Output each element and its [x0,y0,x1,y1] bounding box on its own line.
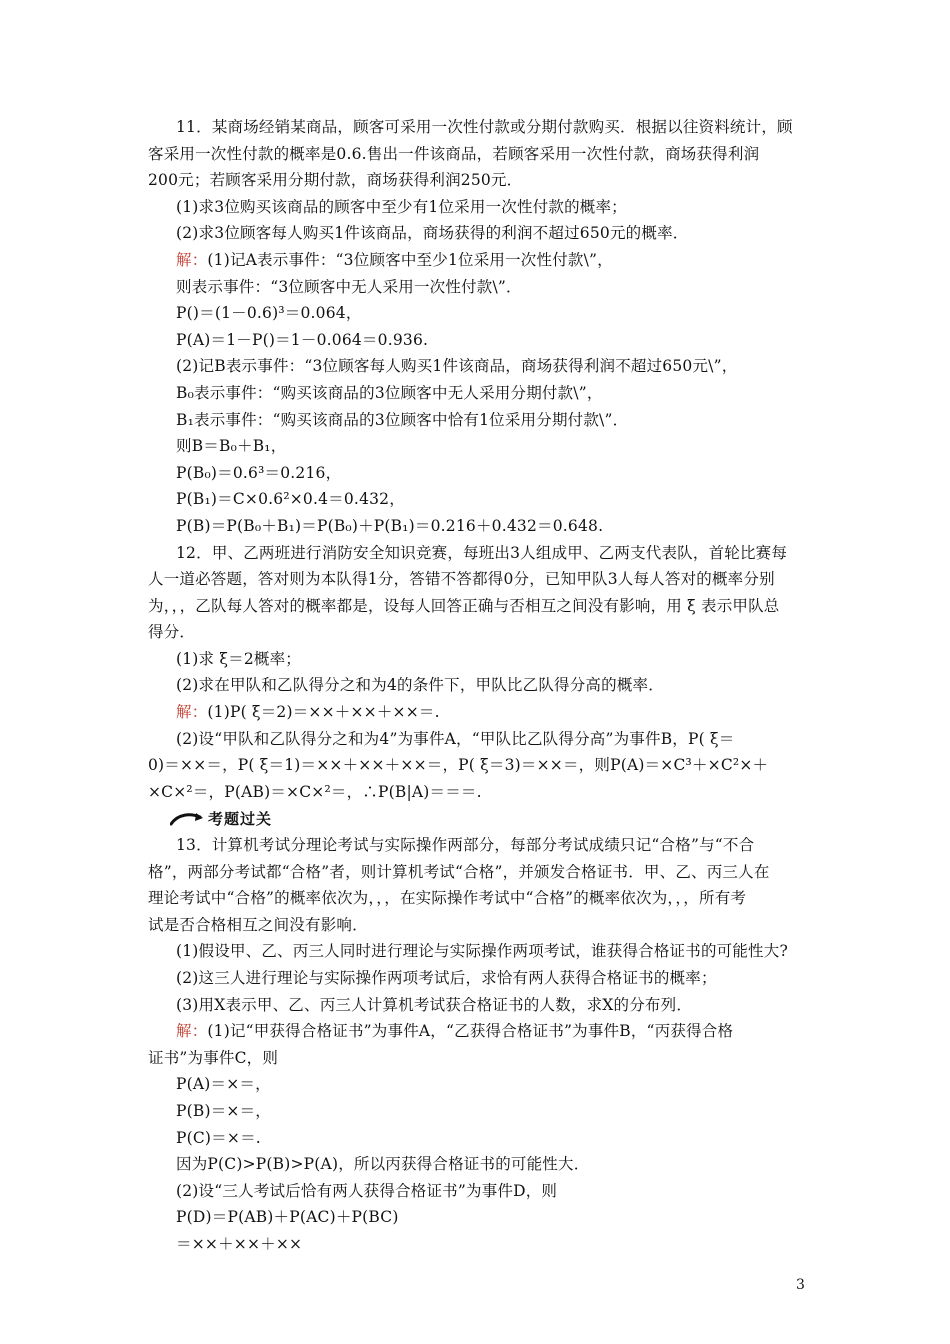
text-line: (1)求 ξ＝2概率； [176,649,301,668]
formula-line: P(B₀)＝0.6³＝0.216， [176,463,342,482]
text-line: (2)这三人进行理论与实际操作两项考试后，求恰有两人获得合格证书的概率； [176,969,717,987]
solution-label: 解： [176,250,208,269]
text-line: (2)求在甲队和乙队得分之和为4的条件下，甲队比乙队得分高的概率． [176,676,664,695]
solution-line: 解：(1)记A表示事件：“3位顾客中至少1位采用一次性付款\”， [176,250,613,269]
formula-line: 则B＝B₀＋B₁， [176,437,287,456]
text-line: 理论考试中“合格”的概率依次为，，，在实际操作考试中“合格”的概率依次为，，，所有考 [148,889,747,908]
text-line: (1)求3位购买该商品的顾客中至少有1位采用一次性付款的概率； [176,197,627,216]
text-line: 格”，两部分考试都“合格”者，则计算机考试“合格”，并颁发合格证书．甲、乙、丙三人在 [148,862,770,881]
formula-line: ×C×²＝，P(AB)＝×C×²＝，∴P(B|A)＝＝＝. [148,782,482,801]
text-line: 试是否合格相互之间没有影响． [148,915,368,934]
text-line: (2)设“三人考试后恰有两人获得合格证书”为事件D，则 [176,1181,558,1200]
text-line: 人一道必答题，答对则为本队得1分，答错不答都得0分，已知甲队3人每人答对的概率分别 [148,570,775,589]
text-line: 13．计算机考试分理论考试与实际操作两部分，每部分考试成绩只记“合格”与“不合 [176,836,755,855]
text-line: 11．某商场经销某商品，顾客可采用一次性付款或分期付款购买．根据以往资料统计，顾 [176,118,793,136]
text-line: (3)用X表示甲、乙、丙三人计算机考试获合格证书的人数，求X的分布列． [176,995,693,1014]
solution-line: 解：(1)记“甲获得合格证书”为事件A，“乙获得合格证书”为事件B，“丙获得合格 [176,1022,734,1041]
text-line: 因为P(C)>P(B)>P(A)，所以丙获得合格证书的可能性大． [176,1155,590,1174]
text-line: B₀表示事件：“购买该商品的3位顾客中无人采用分期付款\”， [176,383,603,402]
text-line: (2)设“甲队和乙队得分之和为4”为事件A，“甲队比乙队得分高”为事件B，P( ξ＝ [176,729,735,748]
text-line: (2)记B表示事件：“3位顾客每人购买1件该商品，商场获得利润不超过650元\”， [176,357,738,376]
text-line: B₁表示事件：“购买该商品的3位顾客中恰有1位采用分期付款\”． [176,410,629,429]
arrow-swoosh-icon [170,812,204,826]
solution-line: 解：(1)P( ξ＝2)＝××＋××＋××＝. [176,703,440,722]
text-line: 得分． [148,623,196,642]
formula-line: P(C)＝×＝. [176,1128,261,1147]
section-banner [148,805,808,832]
text-line: 12．甲、乙两班进行消防安全知识竞赛，每班出3人组成甲、乙两支代表队，首轮比赛每 [176,543,788,562]
formula-line: P(A)＝1－P()＝1－0.064＝0.936. [176,330,429,349]
text-line: 客采用一次性付款的概率是0.6.售出一件该商品，若顾客采用一次性付款，商场获得利润 [148,144,760,163]
text-line: 为，，，乙队每人答对的概率都是，设每人回答正确与否相互之间没有影响，用 ξ 表示甲队总 [148,596,780,615]
text-line: 证书”为事件C，则 [148,1048,279,1067]
formula-line: P(B₁)＝C×0.6²×0.4＝0.432， [176,490,405,509]
page-content [148,114,808,1258]
formula-line: P(D)＝P(AB)＋P(AC)＋P(BC) [176,1208,399,1227]
formula-line: ＝××＋××＋×× [176,1234,303,1253]
text-line: 200元；若顾客采用分期付款，商场获得利润250元． [148,171,523,190]
page-number: 3 [796,1277,805,1293]
section-banner-text: 考题过关 [208,810,273,829]
formula-line: P(A)＝×＝， [176,1075,271,1094]
formula-line: P()＝(1－0.6)³＝0.064， [176,304,362,323]
text-line: 则表示事件：“3位顾客中无人采用一次性付款\”． [176,277,522,296]
solution-label: 解： [176,703,208,722]
formula-line: P(B)＝P(B₀＋B₁)＝P(B₀)＋P(B₁)＝0.216＋0.432＝0.648. [176,516,604,535]
text-line: (2)求3位顾客每人购买1件该商品，商场获得的利润不超过650元的概率． [176,224,689,243]
formula-line: P(B)＝×＝， [176,1101,272,1120]
formula-line: 0)＝××＝，P( ξ＝1)＝××＋××＋××＝，P( ξ＝3)＝××＝，则P(A)＝×C³＋×C²×＋ [148,756,769,775]
text-line: (1)假设甲、乙、丙三人同时进行理论与实际操作两项考试，谁获得合格证书的可能性大? [176,942,788,961]
solution-label: 解： [176,1022,208,1041]
